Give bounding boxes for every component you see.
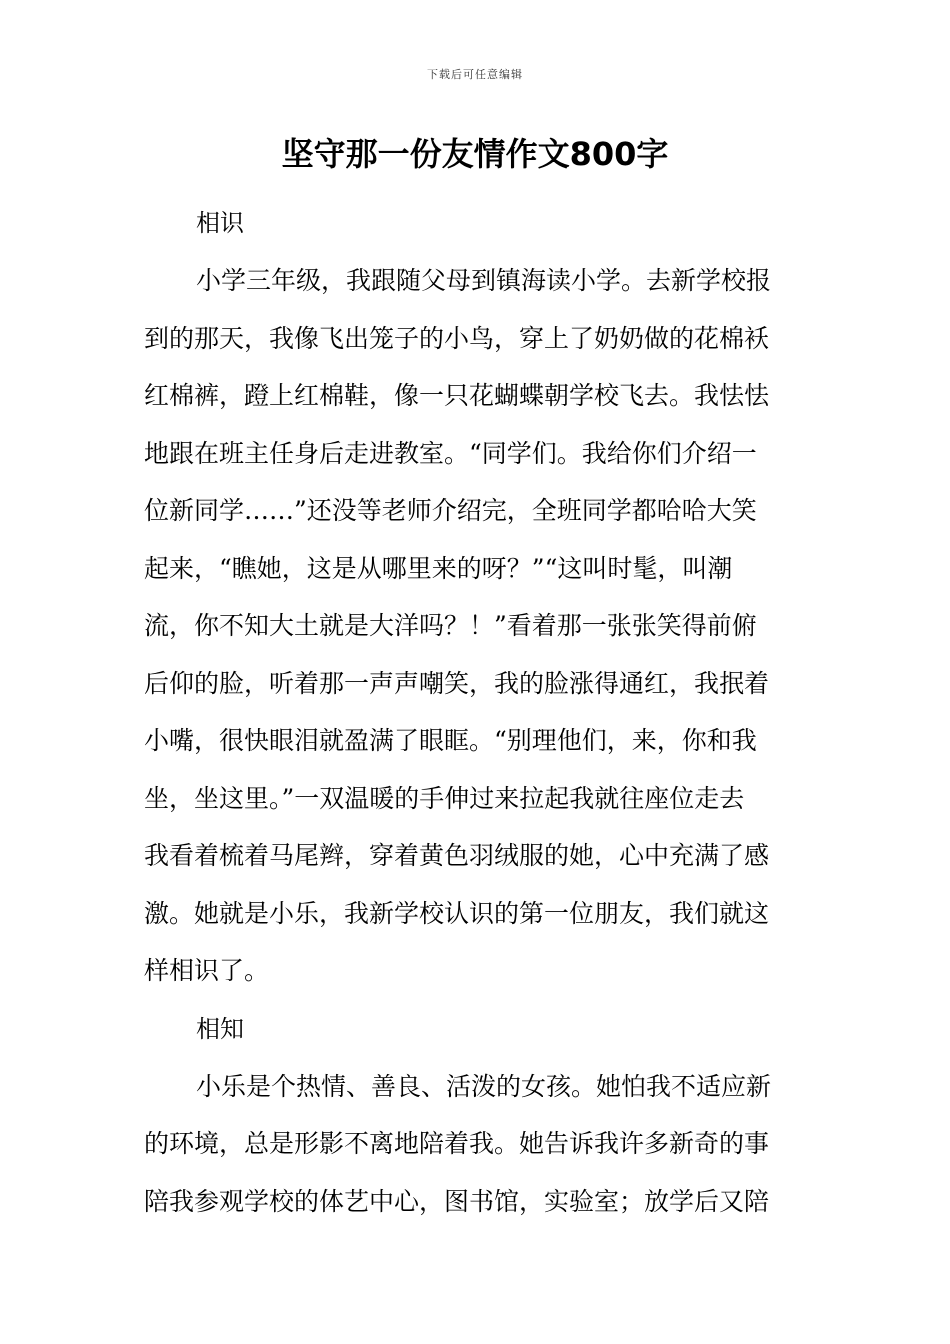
paragraph-line: 红棉裤，蹬上红棉鞋，像一只花蝴蝶朝学校飞去。我怯怯 bbox=[144, 381, 770, 410]
paragraph-line: 激。她就是小乐，我新学校认识的第一位朋友，我们就这 bbox=[144, 898, 770, 928]
header-note: 下载后可任意编辑 bbox=[427, 68, 523, 81]
paragraph-line: 的环境，总是形影不离地陪着我。她告诉我许多新奇的事 bbox=[144, 1129, 770, 1158]
paragraph-line: 流，你不知大土就是大洋吗？！”看着那一张张笑得前俯 bbox=[144, 611, 757, 640]
paragraph-xiangshi bbox=[144, 252, 808, 1000]
paragraph-line: 我看着梳着马尾辫，穿着黄色羽绒服的她，心中充满了感 bbox=[144, 841, 770, 870]
paragraph-line: 后仰的脸，听着那一声声嘲笑，我的脸涨得通红，我抿着 bbox=[144, 668, 770, 698]
paragraph-line: 陪我参观学校的体艺中心，图书馆，实验室；放学后又陪 bbox=[144, 1186, 770, 1216]
paragraph-line: 地跟在班主任身后走进教室。“同学们。我给你们介绍一 bbox=[144, 438, 757, 468]
paragraph-line: 小学三年级，我跟随父母到镇海读小学。去新学校报 bbox=[196, 266, 772, 295]
section-heading-xiangzhi: 相知 bbox=[196, 1014, 244, 1043]
paragraph-line: 位新同学……”还没等老师介绍完，全班同学都哈哈大笑 bbox=[144, 496, 757, 525]
document-title: 坚守那一份友情作文800字 bbox=[281, 135, 669, 173]
section-heading-xiangshi: 相识 bbox=[196, 209, 244, 237]
paragraph-line: 小嘴，很快眼泪就盈满了眼眶。“别理他们，来，你和我 bbox=[144, 726, 757, 755]
paragraph-line: 起来，“瞧她，这是从哪里来的呀？”“这叫时髦，叫潮 bbox=[144, 553, 733, 583]
paragraph-line: 到的那天，我像飞出笼子的小鸟，穿上了奶奶做的花棉袄 bbox=[144, 323, 770, 353]
document-body bbox=[144, 194, 808, 1230]
paragraph-line: 样相识了。 bbox=[144, 956, 270, 985]
paragraph-line: 坐，坐这里。”一双温暖的手伸过来拉起我就往座位走去 bbox=[144, 783, 745, 813]
paragraph-xiangzhi bbox=[144, 1058, 808, 1231]
paragraph-line: 小乐是个热情、善良、活泼的女孩。她怕我不适应新 bbox=[196, 1071, 772, 1101]
